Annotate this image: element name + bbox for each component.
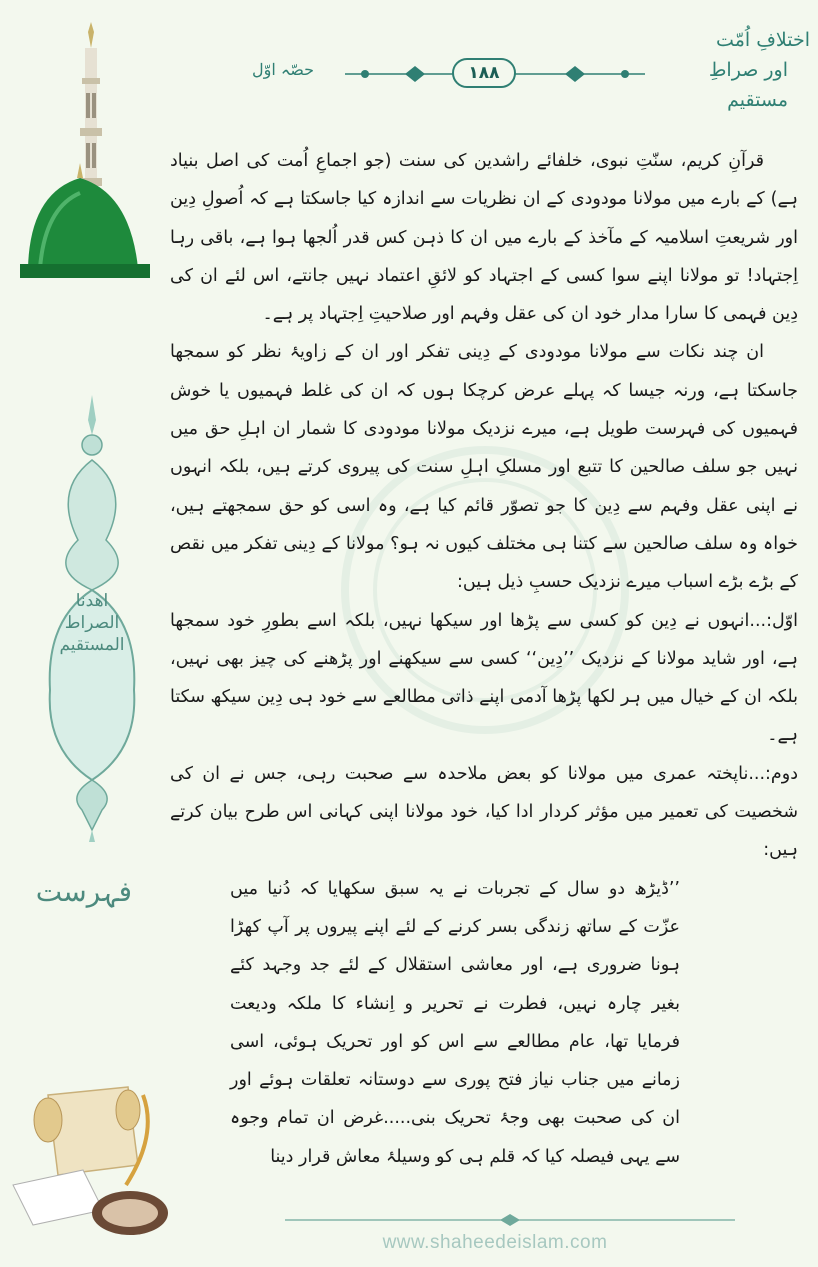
website-link[interactable]: www.shaheedeislam.com [382, 1232, 608, 1253]
block-quote: ’’ڈیڑھ دو سال کے تجربات نے یہ سبق سکھایا کہ دُنیا میں عزّت کے ساتھ زندگی بسر کرنے کے لئے اپنے پیروں پر آپ کھڑا ہونا ضروری ہے، اور معاشی استقلال کے لئے جد وجہد کئے بغیر چارہ نہیں، فطرت نے تحریر و اِنشاء کا ملکہ ودیعت فرمایا تھا، عام مطالعے سے اس کو اور تحریک ہوئی، اسی زمانے میں جناب نیاز فتح پوری سے دوستانہ تعلقات ہوئے اور ان کی صحبت بھی وجۂ تحریک بنی.....غرض ان تمام وجوہ سے یہی فیصلہ کیا کہ قلم ہی کو وسیلۂ معاش قرار دینا [230, 878, 680, 1167]
ornament-inscription: اھدنا الصراط المستقیم [59, 591, 125, 655]
paragraph: اوّل:...انہوں نے دِین کو کسی سے پڑھا اور سیکھا نہیں، بلکہ اسے بطورِ خود سمجھا ہے، اور شاید مولانا کے نزدیک ’’دِین‘‘ کسی سے سیکھنے اور پڑھنے کی چیز بھی نہیں، بلکہ ان کے خیال میں ہر لکھا پڑھا آدمی اپنے ذاتی مطالعے سے خود ہی دِین سیکھ سکتا ہے۔ [170, 610, 798, 746]
body-text [170, 142, 798, 1176]
book-title-line2: اور صراطِ مستقیم [708, 59, 788, 111]
paragraph: دوم:...ناپختہ عمری میں مولانا کو بعض ملاحدہ سے صحبت رہی، جس نے ان کی شخصیت کی تعمیر میں مؤثر کردار ادا کیا، خود مولانا اپنی کہانی اس طرح بیان کرتے ہیں: [170, 763, 798, 861]
part-label: حصّہ اوّل [251, 60, 315, 79]
book-title-line1: اختلافِ اُمّت [716, 29, 810, 51]
paragraph: ان چند نکات سے مولانا مودودی کے دِینی تفکر اور ان کے زاویۂ نظر کو سمجھا جاسکتا ہے، ورنہ جیسا کہ پہلے عرض کرچکا ہوں کہ ان کی غلط فہمیوں یا خوش فہمیوں کی فہرست طویل ہے، میرے نزدیک مولانا مودودی کا شمار ان اہلِ حق میں نہیں جو سلف صالحین کا تتبع اور مسلکِ اہلِ سنت کی پیروی کرتے ہیں، بلکہ انہوں نے اپنی عقل وفہم سے دِین کا جو تصوّر قائم کیا ہے، وہ اسی کو حق سمجھتے ہیں، خواہ وہ سلف صالحین سے کتنا ہی مختلف کیوں نہ ہو؟ مولانا کے دِینی تفکر میں نقص کے بڑے بڑے اسباب میرے نزدیک حسبِ ذیل ہیں: [170, 342, 798, 593]
footer-ornament-rule [285, 1212, 735, 1228]
scroll-and-quill-icon [8, 1075, 173, 1250]
book-title [670, 25, 810, 115]
mosque-dome-icon [20, 18, 150, 278]
left-decoration-column [0, 0, 180, 1267]
paragraph: قرآنِ کریم، سنّتِ نبوی، خلفائے راشدین کی سنت (جو اجماعِ اُمت کی اصل بنیاد ہے) کے بارے میں مولانا مودودی کے ان نظریات سے اندازہ کیا جاسکتا ہے کہ اُصولِ دِین اور شریعتِ اسلامیہ کے مآخذ کے بارے میں ان کا ذہن کس قدر اُلجھا ہوا ہے، باقی رہا اِجتہاد! تو مولانا اپنے سوا کسی کے اجتہاد کو لائقِ اعتماد نہیں جانتے، اس لئے ان کی دِین فہمی کا سارا مدار خود ان کی عقل وفہم اور صلاحیتِ اِجتہاد پر ہے۔ [170, 151, 798, 325]
index-link[interactable]: فہرست [35, 875, 132, 908]
page-number: ۱۸۸ [452, 58, 516, 88]
